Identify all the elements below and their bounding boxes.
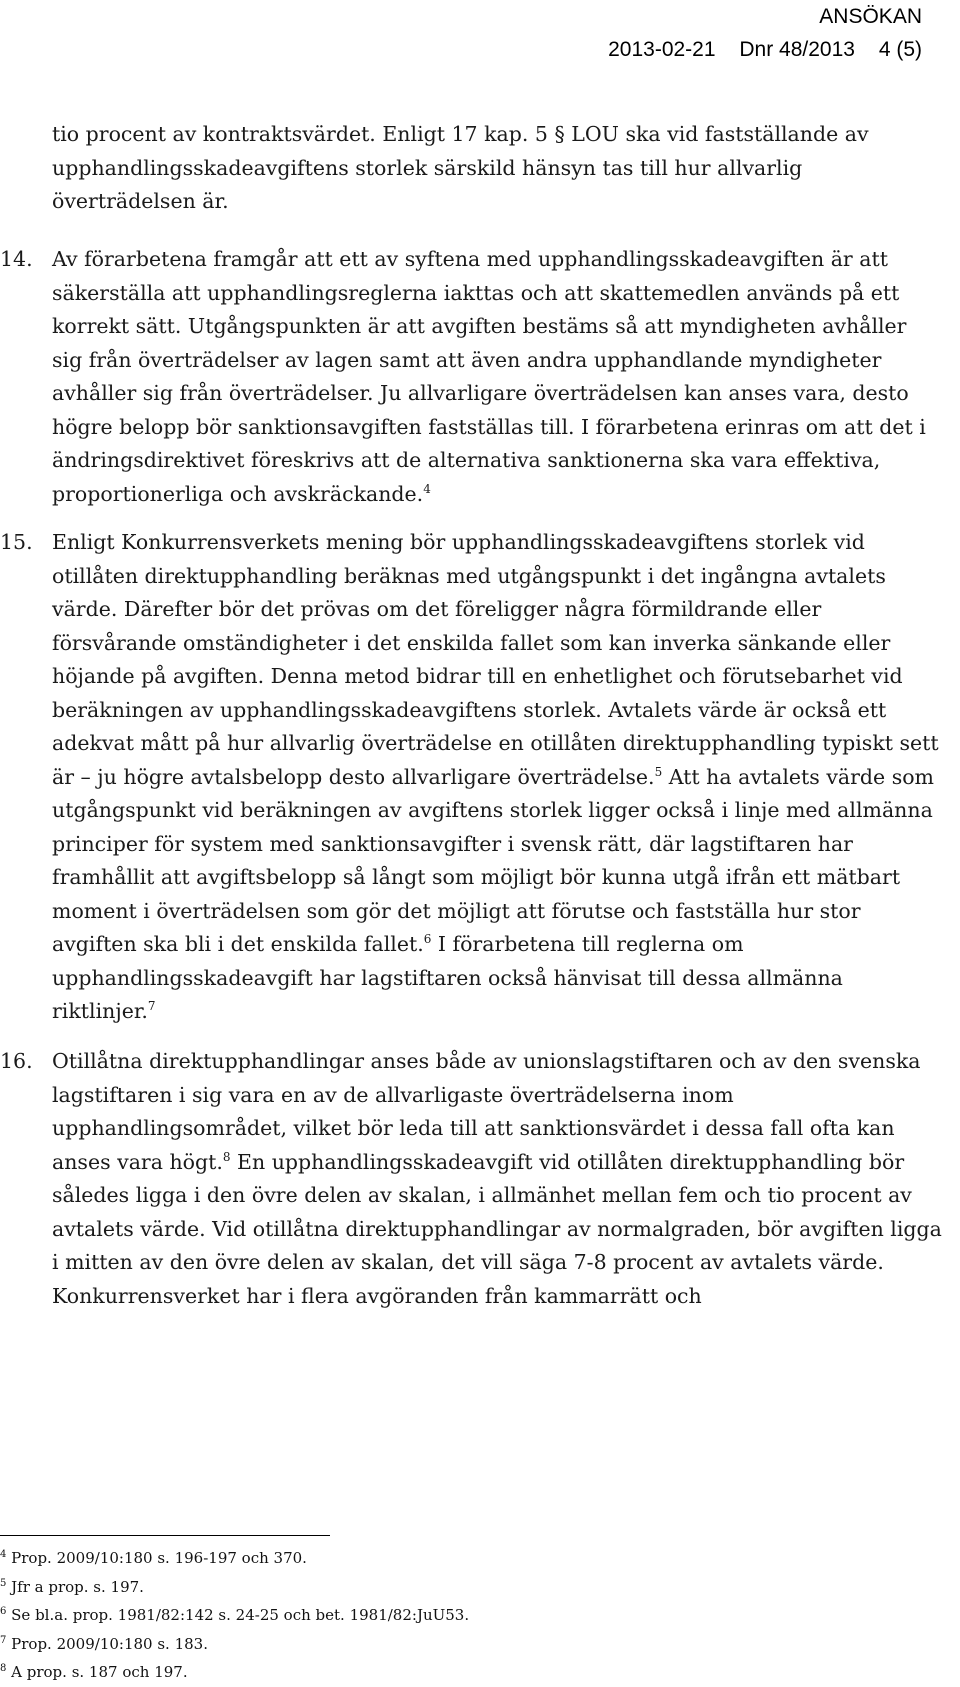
footnote-ref-7[interactable]: 7 bbox=[147, 999, 156, 1014]
document-header bbox=[608, 0, 922, 66]
footnote-ref-5[interactable]: 5 bbox=[654, 764, 663, 779]
paragraph-16 bbox=[0, 1045, 942, 1313]
footnote-ref-8[interactable]: 8 bbox=[222, 1149, 231, 1164]
paragraph-number: 14. bbox=[0, 247, 33, 271]
page-number: 4 (5) bbox=[878, 38, 922, 61]
paragraph-text: Enligt Konkurrensverkets mening bör upphandlingsskadeavgiftens storlek vid otillåten direktupphandling beräknas med utgångspunkt i det ingångna avtalets värde. Därefter bör det prövas om det föreligger några förmildrande eller försvårande omständigheter i det enskilda fallet som kan inverka sänkande eller höjande på avgiften. Denna metod bidrar till en enhetlighet och förutsebarhet vid beräkningen av upphandlingsskadeavgiftens storlek. Avtalets värde är också ett adekvat mått på hur allvarlig överträdelse en otillåten direktupphandling typiskt sett är – ju högre avtalsbelopp desto allvarligare överträdelse.$^5$ Att ha avtalets värde som utgångspunkt vid beräkningen av avgiftens storlek ligger också i linje med allmänna principer för system med sanktionsavgifter i svensk rätt, där lagstiftaren har framhållit att avgiftsbelopp så långt som möjligt bör kunna utgå ifrån ett mätbart moment i överträdelsen som gör det möjligt att förutse och fastställa hur stor avgiften ska bli i det enskilda fallet.$^6$ I förarbetena till reglerna om upphandlingsskadeavgift har lagstiftaren också hänvisat till dessa allmänna riktlinjer.$^7$ bbox=[52, 530, 939, 1023]
footnote-ref-4[interactable]: 4 bbox=[423, 481, 431, 496]
footnotes bbox=[0, 1544, 469, 1687]
header-meta bbox=[608, 33, 922, 66]
footnote-divider bbox=[0, 1535, 330, 1536]
footnote-4: $^4$ Prop. 2009/10:180 s. 196-197 och 370. bbox=[0, 1549, 307, 1567]
paragraph-number: 16. bbox=[0, 1049, 33, 1073]
footnote-6: $^6$ Se bl.a. prop. 1981/82:142 s. 24-25 och bet. 1981/82:JuU53. bbox=[0, 1606, 470, 1624]
paragraph-text: Otillåtna direktupphandlingar anses både av unionslagstiftaren och av den svenska lagstiftaren i sig vara en av de allvarligaste överträdelserna inom upphandlingsområdet, vilket bör leda till att sanktionsvärdet i dessa fall ofta kan anses vara högt.$^8$ En upphandlingsskadeavgift vid otillåten direktupphandling bör således ligga i den övre delen av skalan, i allmänhet mellan fem och tio procent av avtalets värde. Vid otillåtna direktupphandlingar av normalgraden, bör avgiften ligga i mitten av den övre delen av skalan, det vill säga 7-8 procent av avtalets värde. Konkurrensverket har i flera avgöranden från kammarrätt och bbox=[52, 1049, 942, 1308]
paragraph-text: Av förarbetena framgår att ett av syftena med upphandlingsskadeavgiften är att säkerställa att upphandlingsreglerna iakttas och att skattemedlen används på ett korrekt sätt. Utgångspunkten är att avgiften bestäms så att myndigheten avhåller sig från överträdelser av lagen samt att även andra upphandlande myndigheter avhåller sig från överträdelser. Ju allvarligare överträdelsen kan anses vara, desto högre belopp bör sanktionsavgiften fastställas till. I förarbetena erinras om att det i ändringsdirektivet föreskrivs att de alternativa sanktionerna ska vara effektiva, proportionerliga och avskräckande.$^4$ bbox=[52, 247, 926, 506]
footnote-7: $^7$ Prop. 2009/10:180 s. 183. bbox=[0, 1634, 208, 1653]
footnote-5: $^5$ Jfr a prop. s. 197. bbox=[0, 1577, 144, 1596]
paragraph-number: 15. bbox=[0, 530, 33, 554]
footnote-ref-6[interactable]: 6 bbox=[423, 932, 432, 947]
footnote-8: $^8$ A prop. s. 187 och 197. bbox=[0, 1663, 188, 1681]
paragraph-text: tio procent av kontraktsvärdet. Enligt 17 kap. 5 § LOU ska vid fastställande av upphandlingsskadeavgiftens storlek särskild hänsyn tas till hur allvarlig överträdelsen är. bbox=[52, 122, 869, 213]
paragraph-15 bbox=[0, 526, 942, 1029]
document-type: ANSÖKAN bbox=[819, 5, 922, 28]
document-date: 2013-02-21 bbox=[608, 38, 716, 61]
case-number: Dnr 48/2013 bbox=[739, 38, 855, 61]
paragraph-continued bbox=[52, 118, 942, 219]
paragraph-14 bbox=[0, 243, 942, 511]
